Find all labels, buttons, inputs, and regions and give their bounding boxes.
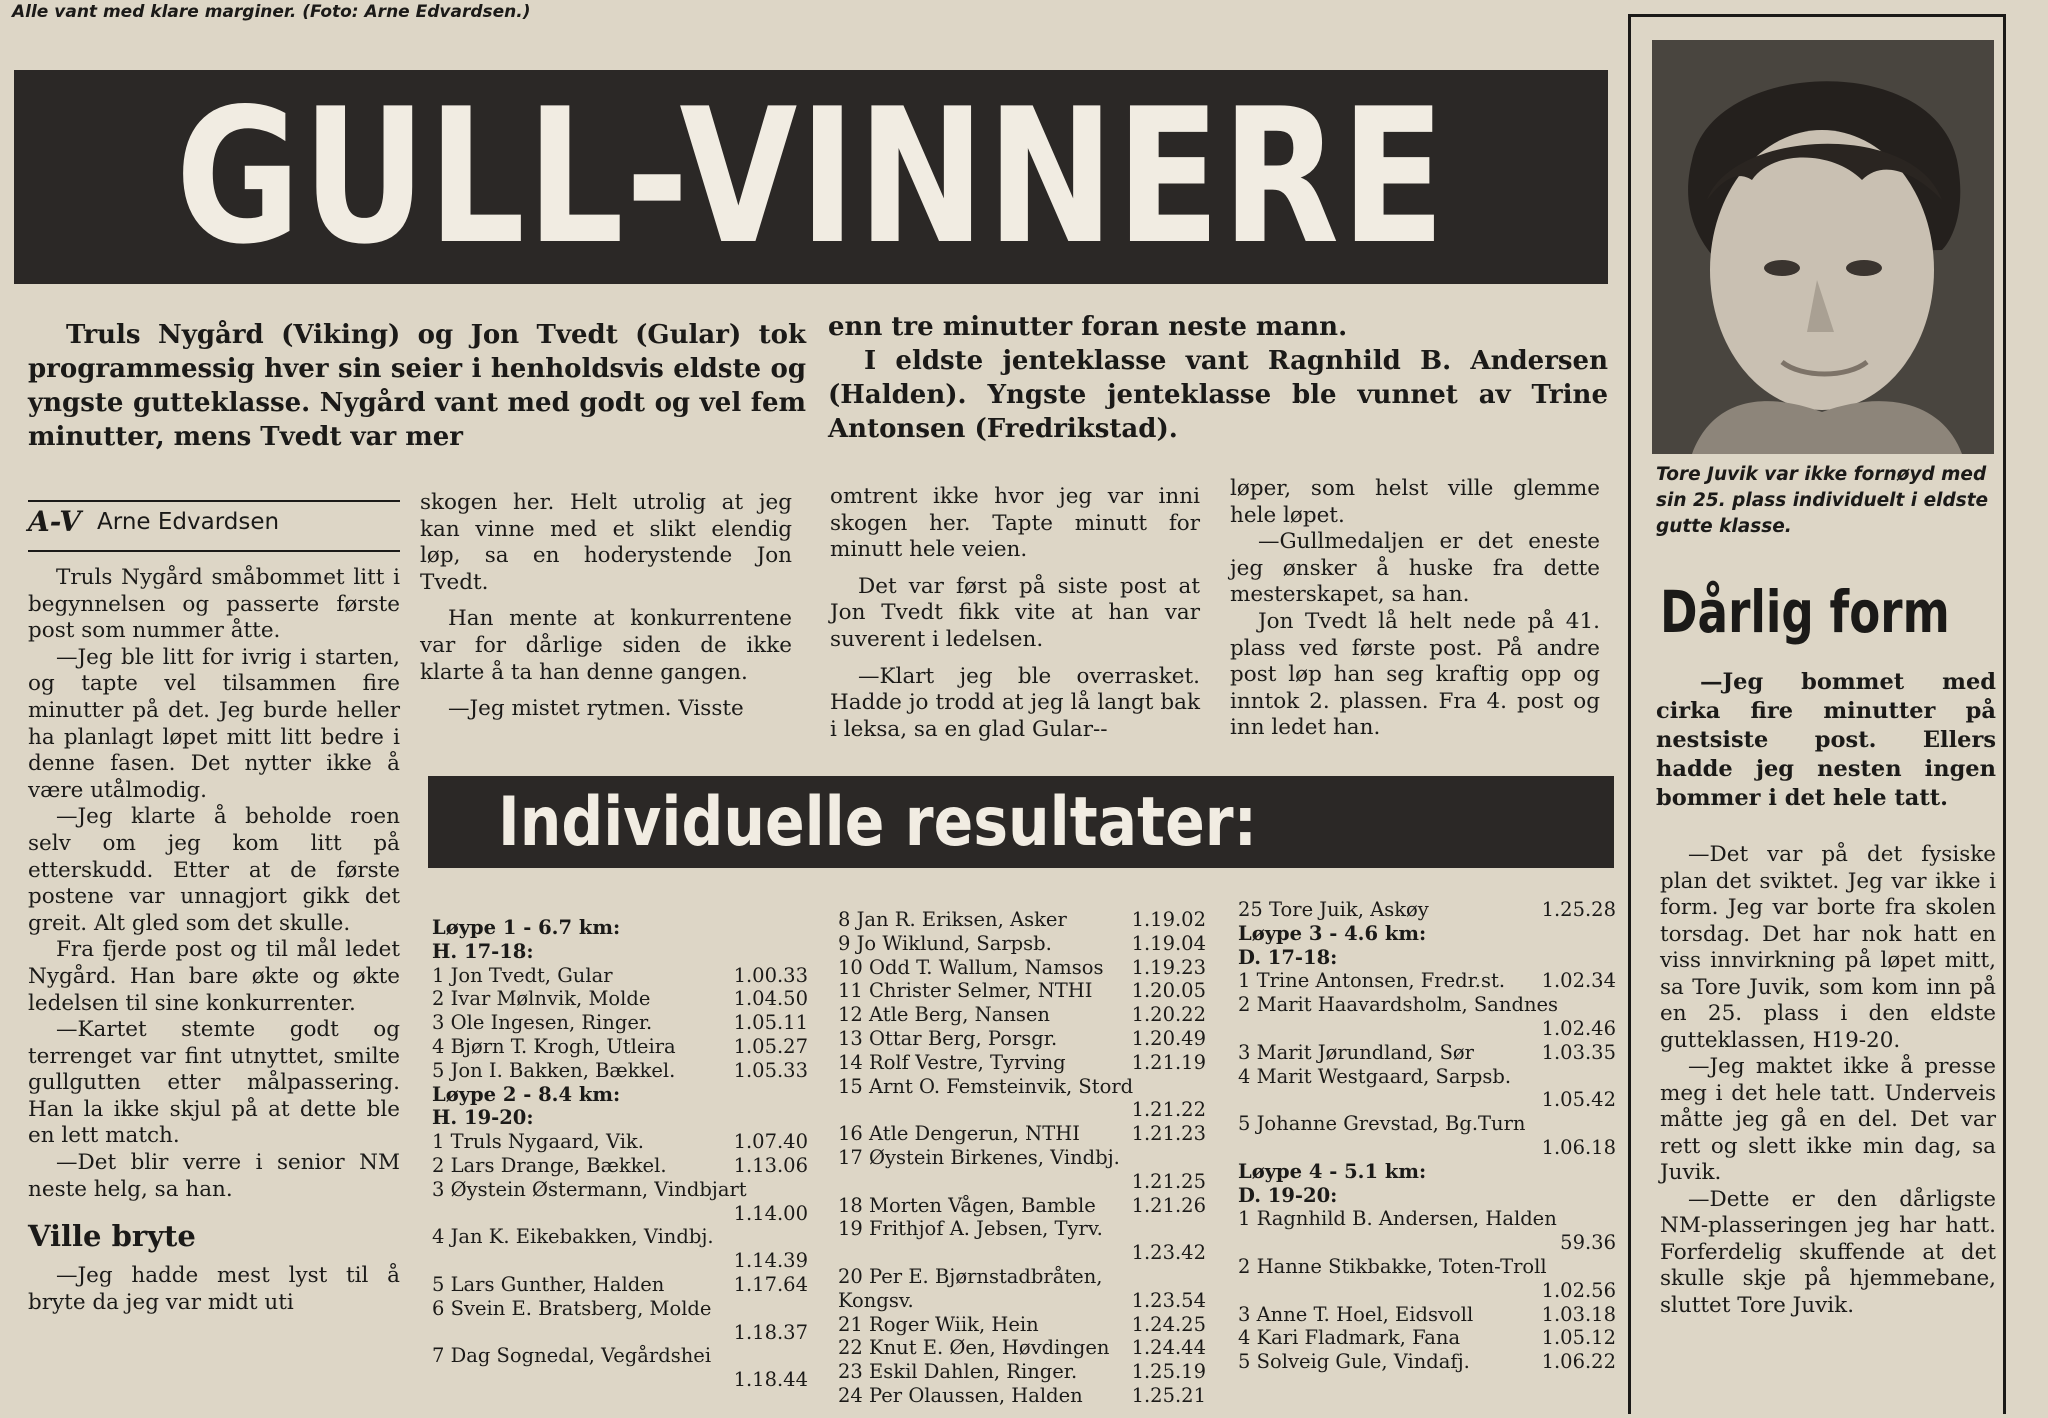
result-name: 24 Per Olaussen, Halden [838, 1383, 1083, 1407]
byline-rule-top [28, 500, 400, 502]
byline-author: Arne Edvardsen [97, 508, 280, 535]
result-time: 1.25.19 [1131, 1360, 1206, 1384]
result-name: 20 Per E. Bjørnstadbråten, [838, 1264, 1103, 1288]
result-time: 1.02.56 [1541, 1278, 1616, 1302]
result-time: 1.20.05 [1131, 979, 1206, 1003]
result-time: 1.19.02 [1131, 908, 1206, 931]
result-name: 2 Ivar Mølnvik, Molde [432, 987, 651, 1011]
result-name: 22 Knut E. Øen, Høvdingen [838, 1336, 1110, 1360]
result-name: 4 Marit Westgaard, Sarpsb. [1238, 1064, 1512, 1088]
sidebar-body [1660, 842, 1996, 1319]
result-row [838, 1051, 1206, 1075]
result-time: 1.24.25 [1131, 1312, 1206, 1336]
result-name: Kongsv. [838, 1288, 914, 1312]
result-name: 2 Marit Haavardsholm, Sandnes [1238, 993, 1559, 1017]
result-name: 1 Ragnhild B. Andersen, Halden [1238, 1207, 1557, 1231]
lead-continuation: enn tre minutter foran neste mann. [828, 312, 1348, 342]
result-time: 59.36 [1560, 1231, 1616, 1255]
results-class-header: D. 19-20: [1238, 1183, 1338, 1207]
result-time: 1.19.04 [1131, 931, 1206, 955]
photo-caption: Tore Juvik var ikke fornøyd med sin 25. plass individuelt i eldste gutte klasse. [1656, 464, 1989, 537]
paragraph: —Jeg hadde mest lyst til å bryte da jeg var midt uti [28, 1263, 400, 1315]
paragraph: —Klart jeg ble overrasket. Hadde jo trodd at jeg lå langt bak i leksa, sa en glad Gular-- [830, 663, 1200, 742]
results-title: Individuelle resultater: [498, 782, 1257, 862]
paragraph: —Jeg ble litt for ivrig i starten, og tapte vel tilsammen fire minutter på det. Jeg burde heller ha planlagt løpet mitt litt bedre i denne fasen. Det nytter ikke å være utålmodig. [28, 644, 400, 803]
result-time: 1.00.33 [733, 963, 808, 987]
result-name: 8 Jan R. Eriksen, Asker [838, 908, 1067, 931]
paragraph: —Kartet stemte godt og terrenget var fint utnyttet, smilte gullgutten etter målpassering. Han la ikke skjul på at dette ble en lett match. [28, 1017, 400, 1149]
result-name: 17 Øystein Birkenes, Vindbj. [838, 1145, 1120, 1169]
lead-paragraph-right [828, 310, 1608, 446]
paragraph: —Jeg maktet ikke å presse meg i det hele tatt. Underveis måtte jeg gå en del. Det var rett og slett ikke min dag, sa Juvik. [1660, 1054, 1996, 1185]
result-time: 1.06.22 [1541, 1350, 1616, 1374]
result-name: 21 Roger Wiik, Hein [838, 1312, 1039, 1336]
result-time: 1.04.50 [733, 987, 808, 1011]
result-name: 3 Anne T. Hoel, Eidsvoll [1238, 1302, 1474, 1326]
result-name: 9 Jo Wiklund, Sarpsb. [838, 931, 1052, 955]
result-time: 1.25.28 [1541, 898, 1616, 921]
result-time: 1.05.27 [733, 1034, 808, 1058]
result-time: 1.14.00 [733, 1201, 808, 1225]
portrait-image [1652, 40, 1994, 454]
result-name: 10 Odd T. Wallum, Namsos [838, 955, 1104, 979]
byline [28, 505, 400, 538]
result-name: 7 Dag Sognedal, Vegårdshei [432, 1344, 712, 1368]
portrait-photo [1652, 40, 1994, 454]
result-name: 14 Rolf Vestre, Tyrving [838, 1050, 1066, 1074]
byline-logo: A-V [28, 505, 82, 538]
results-column-2 [838, 908, 1206, 1408]
result-name: 6 Svein E. Bratsberg, Molde [432, 1296, 712, 1320]
result-row [432, 1273, 808, 1297]
top-photo-caption: Alle vant med klare marginer. (Foto: Arne Edvardsen.) [12, 2, 531, 22]
results-class-header: H. 19-20: [432, 1106, 534, 1130]
result-name: 4 Kari Fladmark, Fana [1238, 1326, 1461, 1350]
result-time: 1.07.40 [733, 1130, 808, 1154]
paragraph: Han mente at konkurrentene var for dårlige siden de ikke klarte å ta han denne gangen. [420, 606, 792, 685]
result-name: 2 Hanne Stikbakke, Toten-Troll [1238, 1254, 1547, 1278]
result-time: 1.02.46 [1541, 1016, 1616, 1040]
result-time: 1.21.23 [1131, 1122, 1206, 1146]
result-time: 1.25.21 [1131, 1383, 1206, 1407]
result-time: 1.24.44 [1131, 1336, 1206, 1360]
result-row [1238, 1303, 1616, 1327]
paragraph: omtrent ikke hvor jeg var inni skogen her. Tapte minutt for minutt hele veien. [830, 484, 1200, 563]
result-row [838, 1384, 1206, 1408]
result-name: 3 Ole Ingesen, Ringer. [432, 1011, 653, 1035]
result-row [838, 1289, 1206, 1313]
results-class-header: Løype 1 - 6.7 km: [432, 916, 621, 939]
result-time: 1.05.11 [733, 1011, 808, 1035]
results-column-1 [432, 916, 808, 1392]
result-name: 5 Solveig Gule, Vindafj. [1238, 1350, 1470, 1374]
result-row [838, 1313, 1206, 1337]
results-class-header: D. 17-18: [1238, 945, 1338, 969]
result-row [838, 932, 1206, 956]
result-name: 1 Trine Antonsen, Fredr.st. [1238, 969, 1506, 993]
results-class-header: H. 17-18: [432, 939, 534, 963]
result-row [432, 964, 808, 988]
result-name: 3 Øystein Østermann, Vindbjart [432, 1177, 747, 1201]
result-time: 1.21.25 [1131, 1169, 1206, 1193]
paragraph: —Jeg mistet rytmen. Visste [448, 696, 744, 722]
results-banner [428, 776, 1614, 868]
subheading: Ville bryte [28, 1219, 196, 1254]
result-name: 1 Truls Nygaard, Vik. [432, 1130, 644, 1154]
result-time: 1.13.06 [733, 1153, 808, 1177]
result-row [1238, 969, 1616, 993]
results-column-3 [1238, 898, 1616, 1374]
headline: GULL-VINNERE [175, 68, 1447, 285]
result-row [432, 1059, 808, 1083]
paragraph: —Dette er den dårligste NM-plasseringen jeg har hatt. Forferdelig skuffende at det skulle skje på hjemmebane, sluttet Tore Juvik. [1660, 1186, 1996, 1318]
result-row [838, 1194, 1206, 1218]
result-row [1238, 1041, 1616, 1065]
sidebar-lead-text: —Jeg bommet med cirka fire minutter på nestsiste post. Ellers hadde jeg nesten ingen bommer i det hele tatt. [1656, 669, 1996, 811]
headline-banner [14, 70, 1608, 284]
result-time: 1.03.18 [1541, 1302, 1616, 1326]
paragraph: —Det var på det fysiske plan det sviktet. Jeg var ikke i form. Jeg var borte fra skolen torsdag. Det har nok hatt en viss innvirkning på løpet mitt, sa Tore Juvik, som kom inn på en 25. plass i den eldste gutteklassen, H19-20. [1660, 842, 1996, 1053]
result-time: 1.17.64 [733, 1272, 808, 1296]
paragraph: —Gullmedaljen er det eneste jeg ønsker å huske fra dette mesterskapet, sa han. [1230, 529, 1600, 608]
result-time: 1.19.23 [1131, 955, 1206, 979]
paragraph: løper, som helst ville glemme hele løpet. [1230, 476, 1600, 528]
paragraph: skogen her. Helt utrolig at jeg kan vinne med et slikt elendig løp, sa en hoderystende Jon Tvedt. [420, 490, 792, 595]
result-time: 1.06.18 [1541, 1135, 1616, 1159]
result-row [1238, 1350, 1616, 1374]
paragraph: Fra fjerde post og til mål ledet Nygård. Han bare økte og økte ledelsen til sine konkurrenter. [28, 937, 400, 1016]
result-row [838, 979, 1206, 1003]
result-time: 1.05.12 [1541, 1326, 1616, 1350]
result-row [838, 1122, 1206, 1146]
result-name: 3 Marit Jørundland, Sør [1238, 1040, 1474, 1064]
result-row [1238, 1326, 1616, 1350]
result-time: 1.21.19 [1131, 1050, 1206, 1074]
result-row [432, 1130, 808, 1154]
article-column-2 [420, 490, 792, 723]
result-time: 1.05.42 [1541, 1088, 1616, 1112]
results-class-header: Løype 3 - 4.6 km: [1238, 921, 1427, 945]
result-time: 1.23.54 [1131, 1288, 1206, 1312]
lead-girls-winners: I eldste jenteklasse vant Ragnhild B. Andersen (Halden). Yngste jenteklasse ble vunnet av Trine Antonsen (Fredrikstad). [828, 346, 1608, 444]
result-name: 5 Jon I. Bakken, Bækkel. [432, 1058, 676, 1082]
paragraph: Jon Tvedt lå helt nede på 41. plass ved første post. På andre post løp han seg kraftig opp og inntok 2. plassen. Fra 4. post og inn ledet han. [1230, 608, 1600, 741]
sidebar-headline: Dårlig form [1660, 578, 1950, 646]
result-name: 1 Jon Tvedt, Gular [432, 963, 613, 987]
paragraph: —Det blir verre i senior NM neste helg, sa han. [28, 1150, 400, 1202]
result-row [432, 1154, 808, 1178]
result-time: 1.14.39 [733, 1249, 808, 1273]
article-column-1 [28, 565, 400, 1316]
result-row [432, 987, 808, 1011]
result-time: 1.18.37 [733, 1320, 808, 1344]
paragraph: —Jeg klarte å beholde roen selv om jeg kom litt på etterskudd. Etter at de første postene var unnagjort gikk det greit. Alt gled som det skulle. [28, 804, 400, 936]
result-row [838, 956, 1206, 980]
result-name: 16 Atle Dengerun, NTHI [838, 1122, 1080, 1146]
result-row [838, 1027, 1206, 1051]
result-name: 15 Arnt O. Femsteinvik, Stord [838, 1074, 1134, 1098]
result-row [432, 1011, 808, 1035]
article-column-3 [830, 484, 1200, 743]
results-class-header: Løype 4 - 5.1 km: [1238, 1159, 1427, 1183]
paragraph: Truls Nygård småbommet litt i begynnelsen og passerte første post som nummer åtte. [28, 565, 400, 644]
sidebar-lead [1656, 668, 1996, 813]
result-time: 1.20.22 [1131, 1003, 1206, 1027]
result-time: 1.23.42 [1131, 1241, 1206, 1265]
results-class-header: Løype 2 - 8.4 km: [432, 1082, 621, 1106]
result-name: 23 Eskil Dahlen, Ringer. [838, 1360, 1078, 1384]
lead-paragraph-left: Truls Nygård (Viking) og Jon Tvedt (Gular) tok programmessig hver sin seier i henholdsvis eldste og yngste gutteklasse. Nygård vant med godt og vel fem minutter, mens Tvedt var mer [28, 320, 806, 452]
result-name: 19 Frithjof A. Jebsen, Tyrv. [838, 1217, 1103, 1241]
result-time: 1.20.49 [1131, 1026, 1206, 1050]
article-column-4 [1230, 476, 1600, 742]
result-row [838, 1003, 1206, 1027]
result-time: 1.05.33 [733, 1058, 808, 1082]
result-name: 4 Bjørn T. Krogh, Utleira [432, 1034, 676, 1058]
result-row [1238, 898, 1616, 922]
result-row [838, 908, 1206, 932]
result-name: 5 Lars Gunther, Halden [432, 1272, 665, 1296]
result-time: 1.02.34 [1541, 969, 1616, 993]
result-name: 5 Johanne Grevstad, Bg.Turn [1238, 1112, 1526, 1136]
result-time: 1.18.44 [733, 1368, 808, 1392]
result-row [838, 1336, 1206, 1360]
result-row [432, 1035, 808, 1059]
result-name: 25 Tore Juik, Askøy [1238, 898, 1429, 921]
result-time: 1.03.35 [1541, 1040, 1616, 1064]
result-name: 12 Atle Berg, Nansen [838, 1003, 1050, 1027]
byline-rule-bottom [28, 550, 400, 552]
result-name: 4 Jan K. Eikebakken, Vindbj. [432, 1225, 714, 1249]
paragraph: Det var først på siste post at Jon Tvedt fikk vite at han var suverent i ledelsen. [830, 573, 1200, 652]
result-name: 2 Lars Drange, Bækkel. [432, 1153, 667, 1177]
result-time: 1.21.22 [1131, 1098, 1206, 1122]
result-name: 11 Christer Selmer, NTHI [838, 979, 1093, 1003]
result-time: 1.21.26 [1131, 1193, 1206, 1217]
result-name: 13 Ottar Berg, Porsgr. [838, 1026, 1058, 1050]
result-name: 18 Morten Vågen, Bamble [838, 1193, 1096, 1217]
result-row [838, 1360, 1206, 1384]
